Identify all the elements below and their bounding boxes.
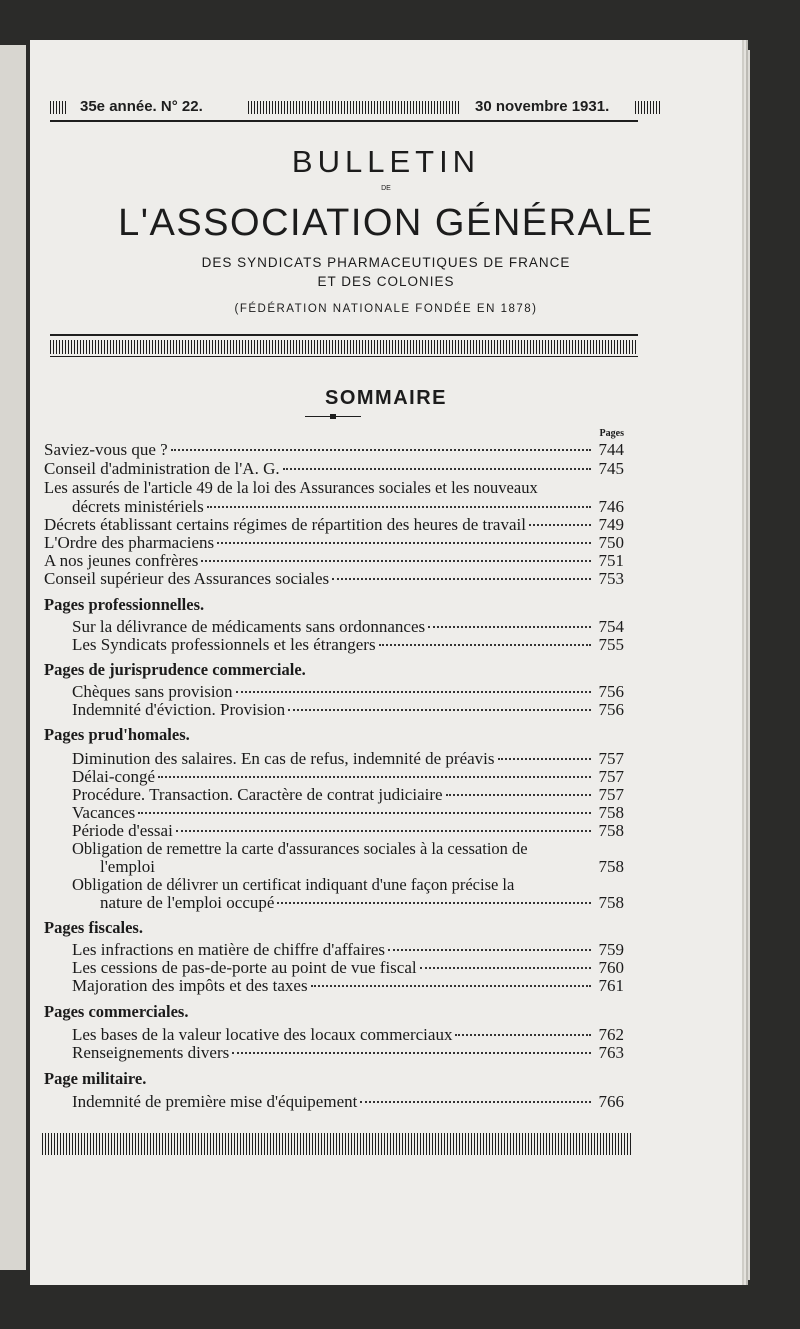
masthead-line2: ET DES COLONIES bbox=[317, 274, 455, 289]
toc-entry[interactable] bbox=[44, 569, 624, 589]
toc-entry-page: 755 bbox=[598, 635, 624, 654]
toc-entry-title: Indemnité de première mise d'équipement bbox=[72, 1092, 358, 1111]
toc-entry[interactable] bbox=[44, 1025, 624, 1045]
ornament-bar-middle bbox=[248, 101, 460, 114]
masthead-line1: DES SYNDICATS PHARMACEUTIQUES DE FRANCE bbox=[201, 255, 571, 270]
toc-entry-page: 753 bbox=[598, 569, 624, 588]
toc-entry-title: Les infractions en matière de chiffre d'affaires bbox=[72, 940, 386, 959]
toc-entry-title: Sur la délivrance de médicaments sans ordonnances bbox=[72, 617, 426, 636]
toc-entry-page: 751 bbox=[598, 551, 624, 570]
masthead-subtitle: L'ASSOCIATION GÉNÉRALE bbox=[118, 202, 654, 244]
section-heading: Pages commerciales. bbox=[44, 1002, 189, 1021]
toc-entry-page: 758 bbox=[598, 893, 624, 912]
dot-leader bbox=[236, 691, 591, 693]
toc-entry[interactable] bbox=[44, 893, 624, 913]
toc-entry-title: Renseignements divers bbox=[72, 1043, 230, 1062]
toc-entry-title: Vacances bbox=[72, 803, 136, 822]
toc-entry[interactable] bbox=[44, 821, 624, 841]
toc-entry-title-line1: Les assurés de l'article 49 de la loi des Assurances sociales et les nouveaux bbox=[44, 478, 538, 497]
toc-entry[interactable] bbox=[44, 785, 624, 805]
toc-entry-title: Diminution des salaires. En cas de refus, indemnité de préavis bbox=[72, 749, 495, 768]
bottom-hatch-band bbox=[42, 1133, 632, 1155]
toc-entry-page: 758 bbox=[598, 821, 624, 840]
dot-leader bbox=[171, 449, 591, 451]
toc-entry-page: 754 bbox=[598, 617, 624, 636]
dot-leader bbox=[138, 812, 591, 814]
ornament-bar-right bbox=[635, 101, 660, 114]
toc-entry[interactable] bbox=[44, 617, 624, 637]
masthead-federation: (FÉDÉRATION NATIONALE FONDÉE EN 1878) bbox=[234, 303, 538, 315]
toc-entry[interactable] bbox=[44, 682, 624, 702]
toc-entry-title: Chèques sans provision bbox=[72, 682, 233, 701]
dot-leader bbox=[332, 578, 591, 580]
dot-leader bbox=[201, 560, 591, 562]
toc-entry[interactable] bbox=[44, 976, 624, 996]
toc-entry[interactable] bbox=[44, 635, 624, 655]
dot-leader bbox=[428, 626, 591, 628]
masthead-rule-bottom bbox=[50, 356, 638, 357]
toc-entry-page: 762 bbox=[598, 1025, 624, 1044]
dot-leader bbox=[311, 985, 591, 987]
toc-entry[interactable] bbox=[44, 1092, 624, 1112]
dot-leader bbox=[360, 1101, 591, 1103]
toc-entry-title: Majoration des impôts et des taxes bbox=[72, 976, 308, 995]
toc-entry[interactable] bbox=[44, 958, 624, 978]
toc-entry[interactable] bbox=[44, 551, 624, 571]
ornament-bar-left bbox=[50, 101, 67, 114]
dot-leader bbox=[529, 524, 591, 526]
toc-entry-page: 744 bbox=[598, 440, 624, 459]
page-edge-stack bbox=[742, 50, 750, 1280]
toc-entry-title: A nos jeunes confrères bbox=[44, 551, 199, 570]
toc-entry-page: 757 bbox=[598, 767, 624, 786]
toc-entry-title: Délai-congé bbox=[72, 767, 156, 786]
toc-entry-page: 749 bbox=[598, 515, 624, 534]
toc-entry-title: Conseil supérieur des Assurances sociales bbox=[44, 569, 330, 588]
toc-entry-page: 758 bbox=[598, 857, 624, 876]
masthead-de: DE bbox=[381, 185, 391, 192]
dot-leader bbox=[446, 794, 591, 796]
toc-entry-title: nature de l'emploi occupé bbox=[100, 893, 275, 912]
toc-entry-title-line1: Obligation de délivrer un certificat indiquant d'une façon précise la bbox=[72, 875, 515, 894]
toc-entry-page: 761 bbox=[598, 976, 624, 995]
toc-entry[interactable] bbox=[44, 1043, 624, 1063]
toc-entry-page: 766 bbox=[598, 1092, 624, 1111]
toc-entry[interactable] bbox=[44, 497, 624, 517]
toc-entry-title: Décrets établissant certains régimes de répartition des heures de travail bbox=[44, 515, 526, 534]
toc-entry-page: 756 bbox=[598, 700, 624, 719]
toc-entry[interactable] bbox=[44, 803, 624, 823]
dot-leader bbox=[277, 902, 591, 904]
toc-entry-title: Les cessions de pas-de-porte au point de vue fiscal bbox=[72, 958, 417, 977]
dot-leader bbox=[420, 967, 591, 969]
dot-leader bbox=[455, 1034, 591, 1036]
pages-column-label: Pages bbox=[599, 428, 624, 439]
dot-leader bbox=[498, 758, 591, 760]
toc-entry-title-line1: Obligation de remettre la carte d'assurances sociales à la cessation de bbox=[72, 839, 528, 858]
dot-leader bbox=[232, 1052, 591, 1054]
toc-entry[interactable] bbox=[44, 515, 624, 535]
toc-entry[interactable] bbox=[44, 749, 624, 769]
dot-leader bbox=[379, 644, 591, 646]
dot-leader bbox=[288, 709, 591, 711]
toc-entry-page: 750 bbox=[598, 533, 624, 552]
toc-entry-page: 746 bbox=[598, 497, 624, 516]
toc-entry-title: Période d'essai bbox=[72, 821, 173, 840]
toc-entry[interactable] bbox=[44, 533, 624, 553]
toc-entry-page: 757 bbox=[598, 785, 624, 804]
section-heading: Pages de jurisprudence commerciale. bbox=[44, 660, 306, 679]
toc-entry-title: Procédure. Transaction. Caractère de contrat judiciaire bbox=[72, 785, 443, 804]
toc-entry-title: décrets ministériels bbox=[72, 497, 204, 516]
toc-entry[interactable] bbox=[44, 700, 624, 720]
toc-entry-title: Les bases de la valeur locative des locaux commerciaux bbox=[72, 1025, 453, 1044]
toc-entry-page: 759 bbox=[598, 940, 624, 959]
section-heading: Pages prud'homales. bbox=[44, 725, 190, 744]
issue-date: 30 novembre 1931. bbox=[475, 98, 610, 115]
toc-entry-page: 745 bbox=[598, 459, 624, 478]
masthead-title: BULLETIN bbox=[291, 144, 481, 179]
toc-entry[interactable] bbox=[44, 767, 624, 787]
dot-leader bbox=[158, 776, 591, 778]
sommaire-heading: SOMMAIRE bbox=[325, 387, 447, 409]
toc-entry-page: 758 bbox=[598, 803, 624, 822]
dot-leader bbox=[176, 830, 591, 832]
dot-leader bbox=[207, 506, 591, 508]
bulletin-page bbox=[30, 40, 742, 1285]
toc-entry[interactable] bbox=[44, 940, 624, 960]
adjacent-page-edge bbox=[0, 45, 26, 1270]
dot-leader bbox=[217, 542, 591, 544]
top-rule bbox=[50, 120, 638, 122]
issue-number: 35e année. N° 22. bbox=[80, 98, 203, 115]
masthead-hatch-band bbox=[50, 340, 638, 354]
toc-entry-page: 756 bbox=[598, 682, 624, 701]
dot-leader bbox=[283, 468, 591, 470]
masthead-rule-top bbox=[50, 334, 638, 336]
toc-entry-title: Conseil d'administration de l'A. G. bbox=[44, 459, 280, 478]
toc-entry-title: Indemnité d'éviction. Provision bbox=[72, 700, 286, 719]
issue-line bbox=[50, 96, 640, 118]
toc-entry[interactable] bbox=[44, 459, 624, 479]
toc-entry-title: l'emploi bbox=[100, 857, 156, 876]
toc-entry[interactable] bbox=[44, 440, 624, 460]
toc-entry-title: Les Syndicats professionnels et les étrangers bbox=[72, 635, 376, 654]
heading-ornament-dot bbox=[330, 414, 336, 419]
toc-entry-page: 757 bbox=[598, 749, 624, 768]
section-heading: Page militaire. bbox=[44, 1069, 147, 1088]
toc-entry[interactable] bbox=[44, 857, 624, 877]
toc-entry-title: Saviez-vous que ? bbox=[44, 440, 168, 459]
section-heading: Pages professionnelles. bbox=[44, 595, 205, 614]
toc-entry-page: 763 bbox=[598, 1043, 624, 1062]
section-heading: Pages fiscales. bbox=[44, 918, 143, 937]
toc-entry-page: 760 bbox=[598, 958, 624, 977]
toc-entry-title: L'Ordre des pharmaciens bbox=[44, 533, 215, 552]
dot-leader bbox=[388, 949, 591, 951]
